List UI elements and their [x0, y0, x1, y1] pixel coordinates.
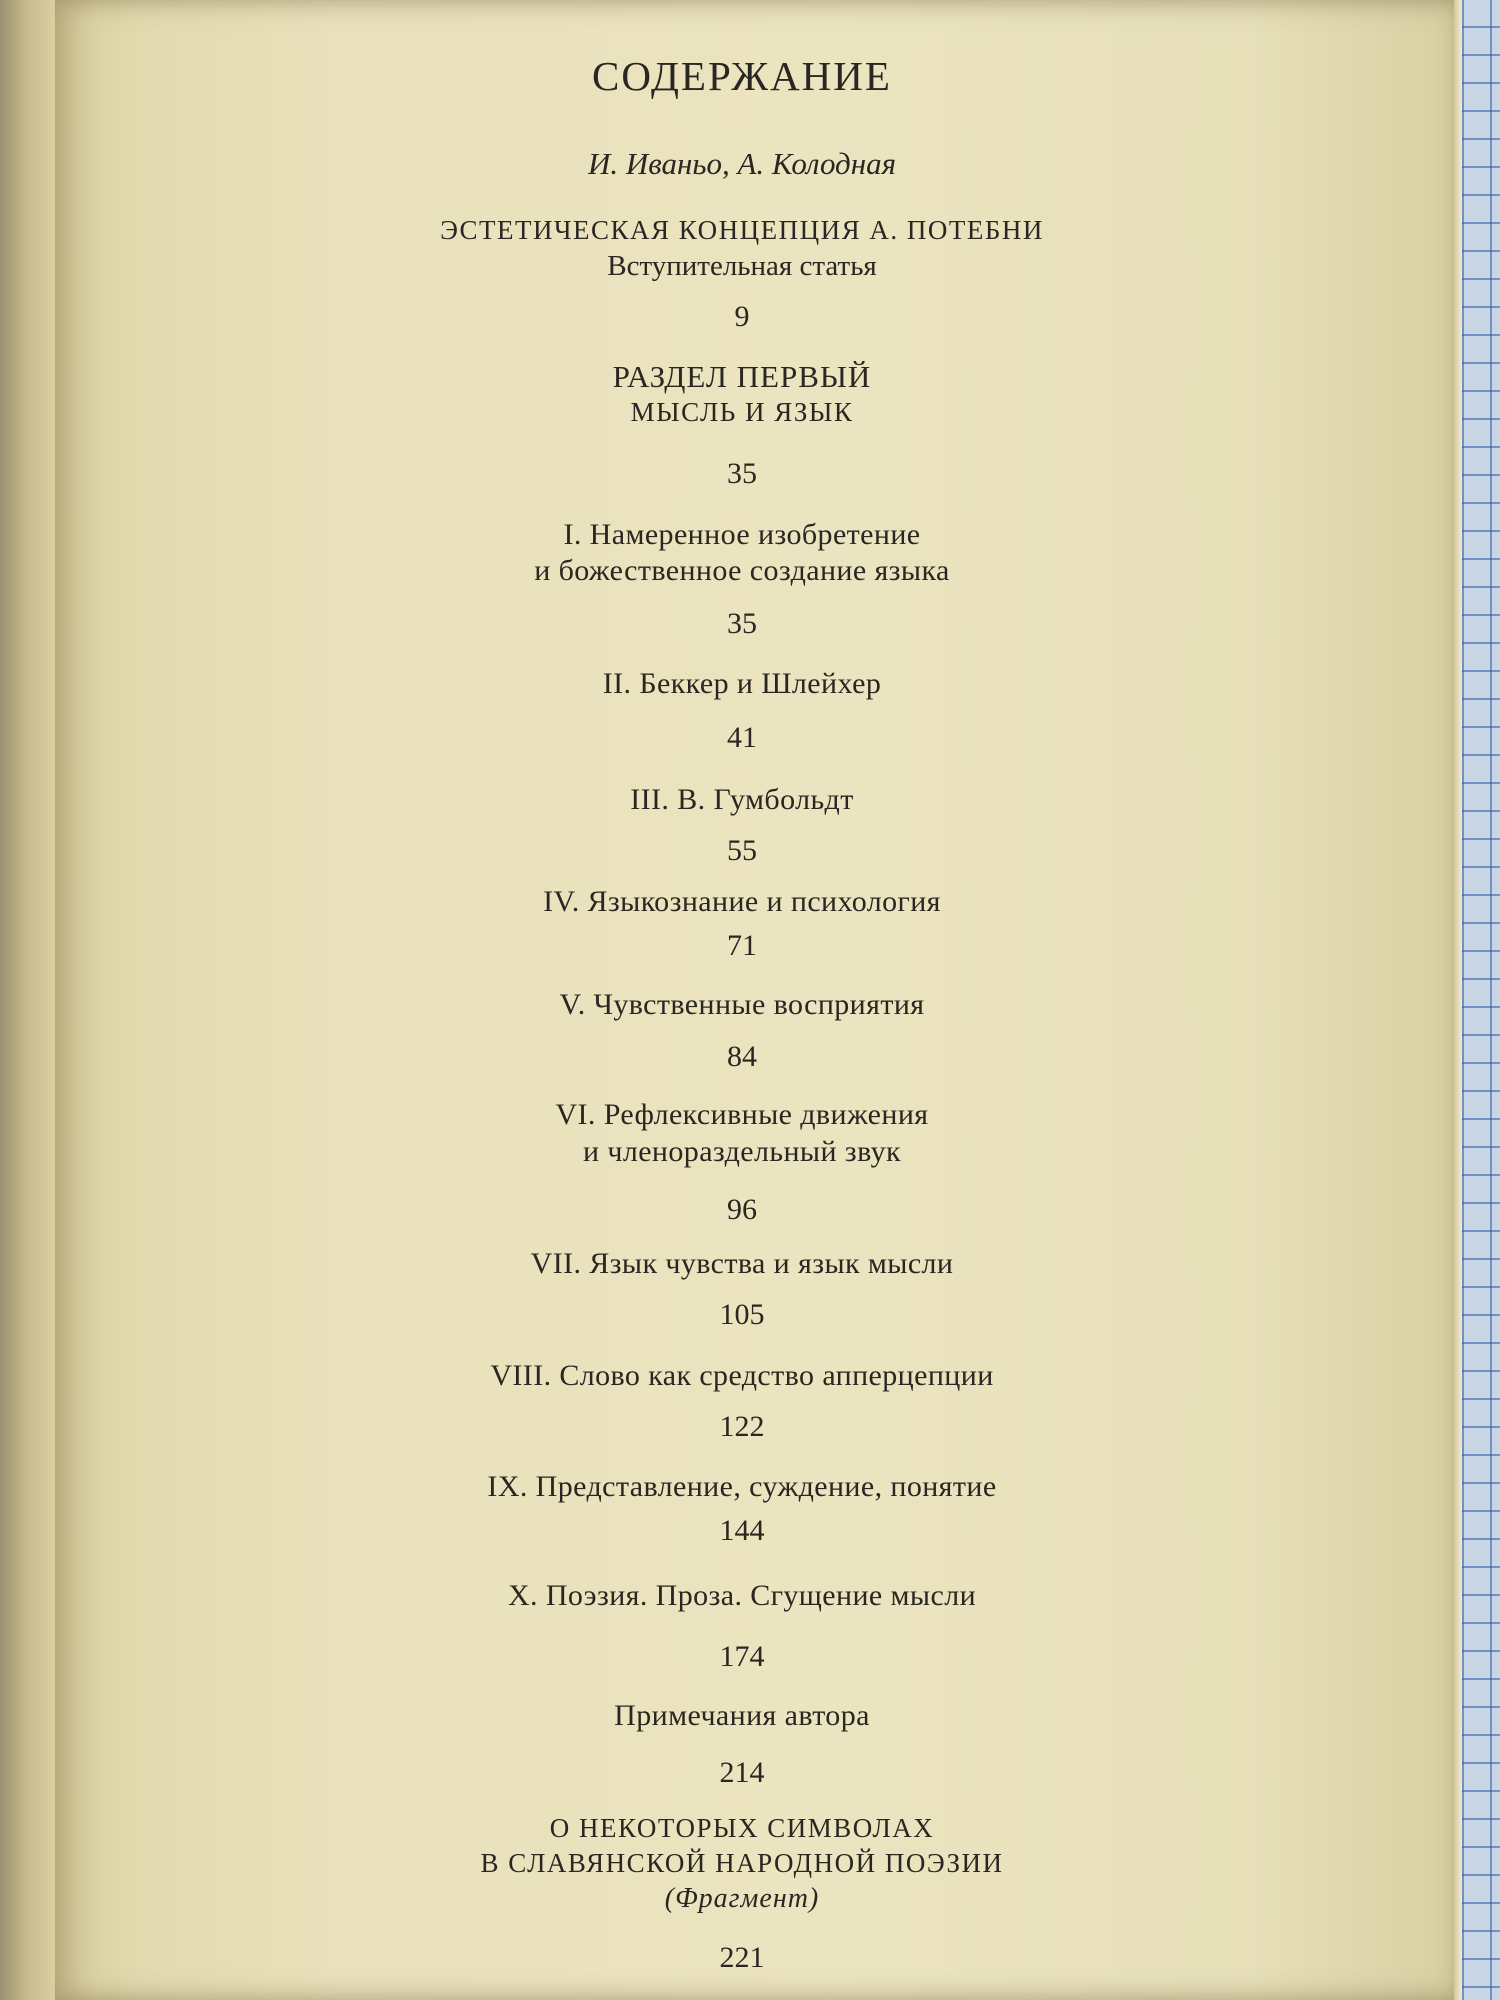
- symbols-title-line-2: В СЛАВЯНСКОЙ НАРОДНОЙ ПОЭЗИИ: [480, 1848, 1004, 1878]
- chapter-7-page: 105: [719, 1298, 765, 1331]
- chapter-10-title: X. Поэзия. Проза. Сгущение мысли: [507, 1579, 977, 1612]
- chapter-1-page: 35: [727, 607, 757, 640]
- symbols-page: 221: [719, 1941, 765, 1974]
- chapter-6-page: 96: [727, 1193, 757, 1226]
- section-heading: РАЗДЕЛ ПЕРВЫЙ: [612, 359, 872, 394]
- notes-title: Примечания автора: [614, 1699, 870, 1732]
- intro-page-number: 9: [734, 300, 750, 333]
- chapter-4-title: IV. Языкознание и психология: [543, 885, 941, 918]
- chapter-5-title: V. Чувственные восприятия: [559, 988, 925, 1021]
- chapter-3-title: III. В. Гумбольдт: [630, 783, 854, 816]
- chapter-2-page: 41: [727, 721, 757, 754]
- chapter-2-title: II. Беккер и Шлейхер: [602, 667, 882, 700]
- chapter-1-line-1: I. Намеренное изобретение: [563, 518, 921, 551]
- chapter-6-line-1: VI. Рефлексивные движения: [555, 1098, 929, 1131]
- chapter-3-page: 55: [727, 834, 757, 867]
- intro-title: ЭСТЕТИЧЕСКАЯ КОНЦЕПЦИЯ А. ПОТЕБНИ: [440, 215, 1044, 245]
- chapter-9-title: IX. Представление, суждение, понятие: [487, 1470, 997, 1503]
- page-title: СОДЕРЖАНИЕ: [592, 53, 892, 99]
- chapter-9-page: 144: [719, 1514, 765, 1547]
- chapter-8-title: VIII. Слово как средство апперцепции: [490, 1359, 994, 1392]
- notes-page: 214: [719, 1756, 765, 1789]
- chapter-7-title: VII. Язык чувства и язык мысли: [530, 1247, 954, 1280]
- intro-subtitle: Вступительная статья: [607, 250, 877, 282]
- chapter-4-page: 71: [727, 929, 757, 962]
- symbols-note: (Фрагмент): [664, 1883, 820, 1914]
- chapter-10-page: 174: [719, 1640, 765, 1673]
- chapter-1-line-2: и божественное создание языка: [534, 554, 950, 587]
- symbols-title-line-1: О НЕКОТОРЫХ СИМВОЛАХ: [549, 1813, 935, 1843]
- chapter-6-line-2: и членораздельный звук: [583, 1135, 901, 1168]
- section-page-number: 35: [727, 457, 757, 490]
- chapter-8-page: 122: [719, 1410, 765, 1443]
- intro-authors: И. Иваньо, А. Колодная: [587, 146, 897, 181]
- section-title: МЫСЛЬ И ЯЗЫК: [630, 397, 854, 427]
- chapter-5-page: 84: [727, 1040, 757, 1073]
